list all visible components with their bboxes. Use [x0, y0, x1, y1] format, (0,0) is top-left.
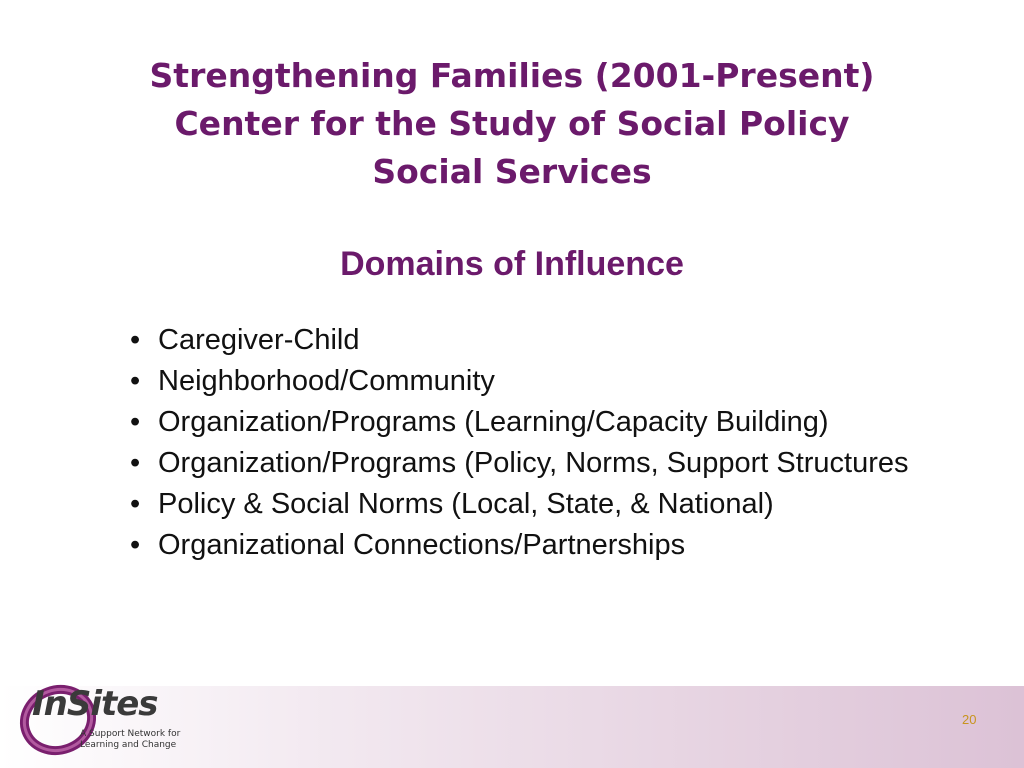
list-item: • Caregiver-Child	[130, 320, 930, 361]
list-item: • Organization/Programs (Learning/Capacity Building)	[130, 402, 930, 443]
title-line-2: Center for the Study of Social Policy	[174, 104, 850, 143]
list-item: • Organizational Connections/Partnerships	[130, 525, 930, 566]
insites-logo	[14, 682, 194, 766]
page-number: 20	[962, 712, 977, 727]
list-item: • Neighborhood/Community	[130, 361, 930, 402]
title-line-1: Strengthening Families (2001-Present)	[149, 56, 875, 95]
logo-wordmark: InSites	[32, 684, 158, 724]
domains-heading: Domains of Influence	[340, 245, 684, 283]
logo-tagline-line-1: A Support Network for	[80, 729, 181, 739]
slide-title	[0, 52, 1024, 196]
domains-list	[130, 320, 930, 566]
list-item: • Policy & Social Norms (Local, State, & National)	[130, 484, 930, 525]
title-line-3: Social Services	[372, 152, 652, 191]
logo-tagline-line-2: Learning and Change	[80, 740, 177, 750]
list-item: • Organization/Programs (Policy, Norms, Support Structures	[130, 443, 930, 484]
logo-tagline	[80, 729, 200, 751]
